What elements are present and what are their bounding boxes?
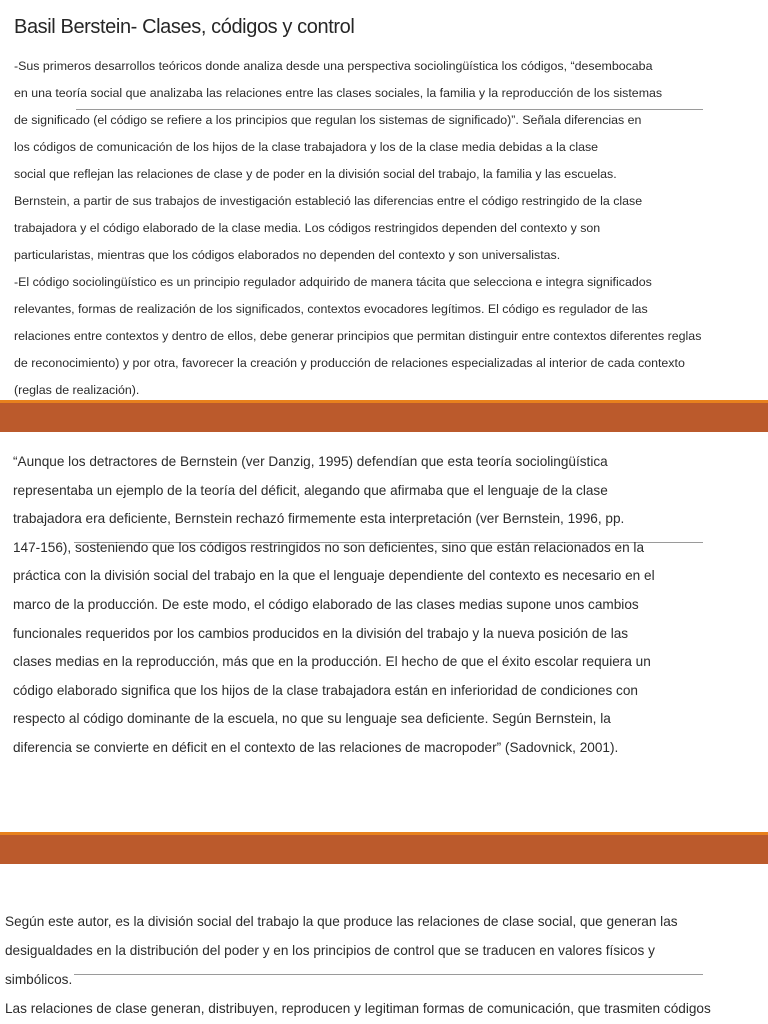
text-line: marco de la producción. De este modo, el código elaborado de las clases medias supone unos cambios — [13, 596, 639, 612]
slide-3 — [0, 864, 768, 1024]
text-line: de significado (el código se refiere a los principios que regulan los sistemas de significado)”. Señala diferencias en — [14, 113, 642, 127]
text-line: trabajadora era deficiente, Bernstein rechazó firmemente esta interpretación (ver Bernstein, 1996, pp. — [13, 511, 625, 527]
text-line: -Sus primeros desarrollos teóricos donde analiza desde una perspectiva sociolingüística los códigos, “desembocaba — [14, 59, 653, 73]
text-line: relaciones entre contextos y dentro de ellos, debe generar principios que permitan distinguir entre contextos diferentes reglas — [14, 329, 702, 343]
text-line: simbólicos. — [5, 972, 73, 987]
text-line: código elaborado significa que los hijos de la clase trabajadora están en inferioridad de condiciones con — [13, 682, 638, 698]
text-line: -El código sociolingüístico es un principio regulador adquirido de manera tácita que selecciona e integra significados — [14, 275, 652, 289]
slide-2-quote — [13, 448, 655, 763]
text-line: (reglas de realización). — [14, 383, 140, 397]
text-line: trabajadora y el código elaborado de la clase media. Los códigos restringidos dependen del contexto y son — [14, 221, 601, 235]
slide-title: Basil Berstein- Clases, códigos y control — [14, 16, 355, 38]
slide-separator-band — [0, 832, 768, 864]
text-line: 147-156), sosteniendo que los códigos restringidos no son deficientes, sino que están relacionados en la — [13, 539, 645, 555]
text-line: en una teoría social que analizaba las relaciones entre las clases sociales, la familia y la reproducción de los sistemas — [14, 86, 663, 100]
text-line: diferencia se convierte en déficit en el contexto de las relaciones de macropoder” (Sadovnick, 2001). — [13, 739, 619, 755]
text-line: relevantes, formas de realización de los significados, contextos evocadores legítimos. El código es regulador de las — [14, 302, 648, 316]
text-line: representaba un ejemplo de la teoría del déficit, alegando que afirmaba que el lenguaje de la clase — [13, 482, 608, 498]
text-line: los códigos de comunicación de los hijos de la clase trabajadora y los de la clase media debidas a la clase — [14, 140, 599, 154]
text-line: Las relaciones de clase generan, distribuyen, reproducen y legitiman formas de comunicación, que trasmiten códigos — [5, 1001, 711, 1016]
text-line: Según este autor, es la división social del trabajo la que produce las relaciones de clase social, que generan las — [5, 914, 678, 929]
text-line: respecto al código dominante de la escuela, no que su lenguaje sea deficiente. Según Bernstein, la — [13, 711, 611, 727]
text-line: de reconocimiento) y por otra, favorecer la creación y producción de relaciones especializadas al interior de cada contexto — [14, 356, 685, 370]
text-line: clases medias en la reproducción, más que en la producción. El hecho de que el éxito escolar requiera un — [13, 654, 651, 670]
text-line: Bernstein, a partir de sus trabajos de investigación estableció las diferencias entre el código restringido de la clase — [14, 194, 643, 208]
text-line: práctica con la división social del trabajo en la que el lenguaje dependiente del contexto es necesario en el — [13, 568, 655, 584]
slide-separator-band — [0, 400, 768, 432]
slide-2 — [0, 432, 768, 832]
text-line: particularistas, mientras que los códigos elaborados no dependen del contexto y son universalistas. — [14, 248, 561, 262]
text-line: funcionales requeridos por los cambios producidos en la división del trabajo y la nueva posición de las — [13, 625, 629, 641]
slide-3-text — [5, 907, 711, 1023]
slide-1 — [0, 0, 768, 400]
text-line: social que reflejan las relaciones de clase y de poder en la división social del trabajo, la familia y las escuelas. — [14, 167, 617, 181]
text-line: desigualdades en la distribución del poder y en los principios de control que se traducen en valores físicos y — [5, 943, 655, 958]
text-line: “Aunque los detractores de Bernstein (ver Danzig, 1995) defendían que esta teoría sociolingüística — [13, 454, 608, 469]
slide-1-text — [14, 53, 701, 404]
